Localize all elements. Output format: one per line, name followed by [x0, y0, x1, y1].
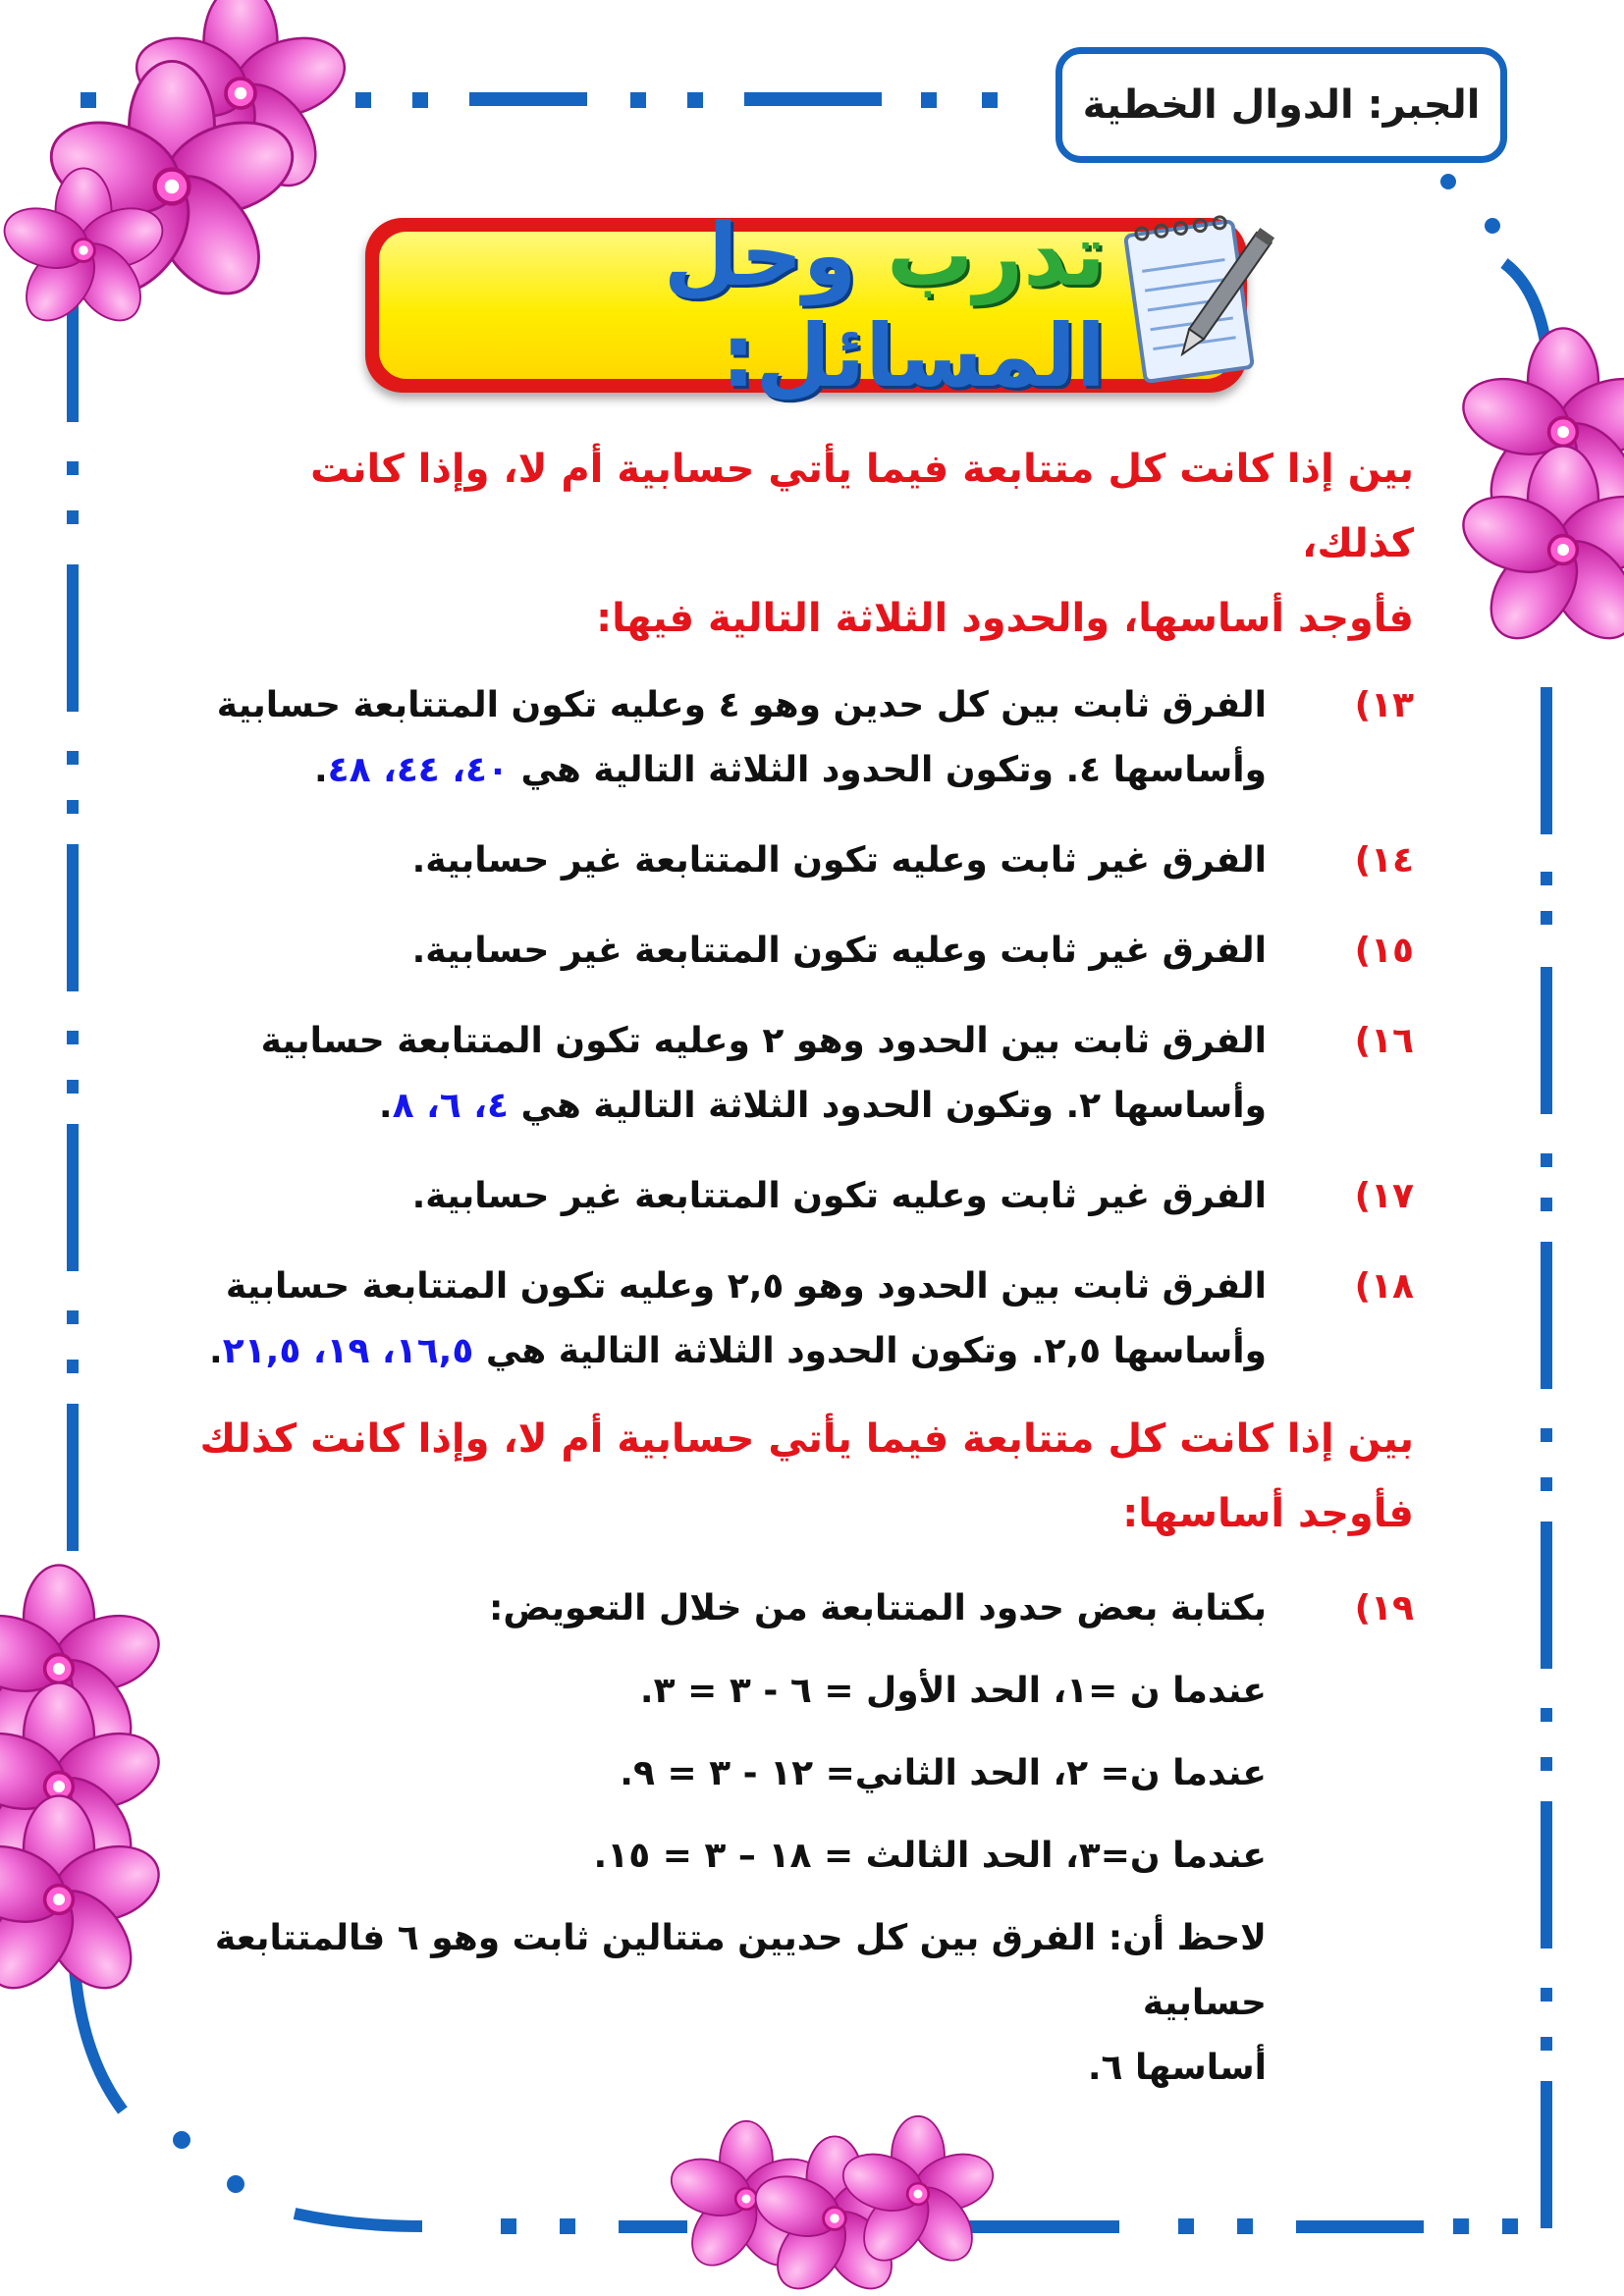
exercise-number: ١٨): [1354, 1266, 1414, 1307]
banner-title-part1: تدرب: [887, 204, 1106, 305]
exercise-number: ١٩): [1354, 1588, 1414, 1629]
exercise-line: الفرق ثابت بين الحدود وهو ٢ وعليه تكون المتتابعة حسابية: [260, 1021, 1267, 1061]
exercise-13: [187, 673, 1414, 803]
exercise-line: الفرق ثابت بين كل حدين وهو ٤ وعليه تكون المتتابعة حسابية: [216, 685, 1267, 725]
step-2: عندما ن= ٢، الحد الثاني= ١٢ - ٣ = ٩.: [620, 1753, 1267, 1793]
exercise-number: ١٥): [1354, 931, 1414, 971]
flower-right: [1453, 328, 1624, 654]
exercise-body: الفرق غير ثابت وعليه تكون المتتابعة غير حسابية.: [411, 1176, 1267, 1216]
exercise-line: الفرق ثابت بين الحدود وهو ٢,٥ وعليه تكون المتتابعة حسابية: [225, 1266, 1267, 1307]
instruction-1-line1: بين إذا كانت كل متتابعة فيما يأتي حسابية أم لا، وإذا كانت كذلك،: [310, 447, 1414, 566]
exercise-line: وأساسها ٤. وتكون الحدود الثلاثة التالية هي ٤٠، ٤٤، ٤٨.: [313, 750, 1267, 790]
exercise-body: بكتابة بعض حدود المتتابعة من خلال التعويض:: [489, 1588, 1267, 1629]
exercise-body: [187, 1255, 1306, 1384]
flower-top-left: [0, 0, 354, 333]
flower-left: [0, 1565, 169, 2003]
exercise-number: ١٤): [1354, 840, 1414, 881]
note-line1: لاحظ أن: الفرق بين كل حديين متتالين ثابت وهو ٦ فالمتتابعة حسابية: [214, 1918, 1267, 2023]
exercise-19: [187, 1576, 1414, 1641]
step-3: عندما ن=٣، الحد الثالث = ١٨ – ٣ = ١٥.: [593, 1836, 1267, 1876]
exercise-18: [187, 1255, 1414, 1384]
banner-title-part2: وحل المسائل:: [663, 204, 1106, 406]
exercise-number: ١٦): [1354, 1021, 1414, 1061]
content: [187, 432, 1414, 2101]
exercise-number: ١٣): [1354, 685, 1414, 725]
answer: ٤، ٦، ٨: [392, 1086, 509, 1126]
banner-title: [379, 204, 1106, 406]
answer: ٤٠، ٤٤، ٤٨: [327, 750, 509, 790]
instruction-2-line1: بين إذا كانت كل متتابعة فيما يأتي حسابية أم لا، وإذا كانت كذلك: [199, 1416, 1414, 1462]
answer: ١٦,٥، ١٩، ٢١,٥: [222, 1331, 474, 1371]
exercise-14: [187, 828, 1414, 893]
exercise-body: الفرق غير ثابت وعليه تكون المتتابعة غير حسابية.: [411, 840, 1267, 881]
exercise-17: [187, 1164, 1414, 1229]
instruction-1-line2: فأوجد أساسها، والحدود الثلاثة التالية فيها:: [596, 596, 1414, 641]
exercise-line: وأساسها ٢. وتكون الحدود الثلاثة التالية هي ٤، ٦، ٨.: [378, 1086, 1267, 1126]
note-line2: أساسها ٦.: [1087, 2048, 1267, 2088]
exercise-body: الفرق غير ثابت وعليه تكون المتتابعة غير حسابية.: [411, 931, 1267, 971]
title-banner-inner: [379, 204, 1233, 406]
exercise-15: [187, 919, 1414, 984]
step-1: عندما ن =١، الحد الأول = ٦ - ٣ = ٣.: [639, 1671, 1267, 1711]
notepad-icon: [1117, 206, 1274, 393]
topic-box: [1056, 47, 1507, 163]
title-banner: [365, 204, 1247, 406]
exercise-line: وأساسها ٢,٥. وتكون الحدود الثلاثة التالية هي ١٦,٥، ١٩، ٢١,٥.: [209, 1331, 1267, 1371]
exercise-body: [187, 1009, 1306, 1139]
topic-title: الجبر: الدوال الخطية: [1082, 82, 1481, 128]
exercise-number: ١٧): [1354, 1176, 1414, 1216]
exercise-body: [187, 673, 1306, 803]
instruction-2-line2: فأوجد أساسها:: [1122, 1491, 1414, 1536]
exercise-16: [187, 1009, 1414, 1139]
flower-bottom: [664, 2116, 1000, 2296]
